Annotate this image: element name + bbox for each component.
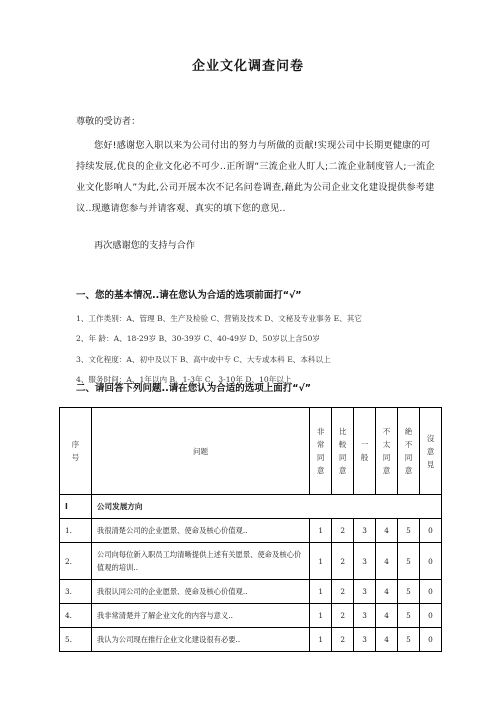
row-question: 公司向每位新入职员工均清晰提供上述有关愿景、使命及核心价值观的培训..: [91, 543, 309, 580]
score-option[interactable]: 4: [376, 604, 398, 628]
score-option[interactable]: 5: [398, 628, 420, 652]
score-option[interactable]: 4: [376, 580, 398, 604]
score-option[interactable]: 5: [398, 543, 420, 580]
row-question: 我非常清楚并了解企业文化的内容与意义..: [91, 604, 309, 628]
info-line-age: 2、年 龄：A、18-29岁 B、30-39岁 C、40-49岁 D、50岁以上含50岁: [76, 334, 320, 343]
header-neutral: 一般: [354, 408, 376, 495]
score-option[interactable]: 2: [332, 519, 354, 543]
row-number: 3.: [60, 580, 92, 604]
table-row: [60, 580, 442, 604]
score-option[interactable]: 5: [398, 519, 420, 543]
score-option[interactable]: 4: [376, 519, 398, 543]
header-strongly-disagree: 絶不同意: [398, 408, 420, 495]
score-option[interactable]: 0: [419, 628, 441, 652]
table-row: [60, 543, 442, 580]
row-number: 2.: [60, 543, 92, 580]
score-option[interactable]: 3: [354, 519, 376, 543]
score-option[interactable]: 1: [310, 543, 332, 580]
table-row: [60, 519, 442, 543]
intro-paragraph: 您好!感谢您入职以来为公司付出的努力与所做的贡献!实现公司中长期更健康的可持续发展,优良的企业文化必不可少..正所谓“三流企业人盯人;二流企业制度管人;一流企业文化影响人”为此,公司开展本次不记名问卷调查,藉此为公司企业文化建设提供参考建议..现邀请您参与并请客观、真实的填下您的意见..: [76, 140, 435, 214]
section-title: 公司发展方向: [91, 495, 441, 519]
section-row: [60, 495, 442, 519]
score-option[interactable]: 1: [310, 519, 332, 543]
info-line-service: 4、服务时间：A、1年以内 B、1-3年 C、3-10年 D、10年以上: [76, 375, 292, 384]
document-title: 企业文化调查问卷: [191, 59, 304, 74]
row-question: 我认为公司现在推行企业文化建设很有必要..: [91, 628, 309, 652]
header-question: 问题: [91, 408, 309, 495]
score-option[interactable]: 1: [310, 628, 332, 652]
section-number: I: [60, 495, 92, 519]
score-option[interactable]: 3: [354, 543, 376, 580]
score-option[interactable]: 3: [354, 604, 376, 628]
score-option[interactable]: 1: [310, 580, 332, 604]
section2-heading: 二、请回答下列问题..请在您认为合适的选项上面打“√”: [76, 383, 312, 394]
score-option[interactable]: 2: [332, 543, 354, 580]
thanks-line: 再次感谢您的支持与合作: [94, 240, 196, 251]
score-option[interactable]: 2: [332, 580, 354, 604]
score-option[interactable]: 3: [354, 628, 376, 652]
score-option[interactable]: 2: [332, 628, 354, 652]
header-disagree: 不太同意: [376, 408, 398, 495]
info-line-job: 1、工作类别：A、管理 B、生产及检验 C、营销及技术 D、文秘及专业事务 E、其它: [76, 314, 362, 323]
score-option[interactable]: 0: [419, 519, 441, 543]
header-no-opinion: 沒意見: [419, 408, 441, 495]
survey-table: [59, 407, 442, 652]
row-question: 我很清楚公司的企业愿景、使命及核心价值观..: [91, 519, 309, 543]
score-option[interactable]: 1: [310, 604, 332, 628]
score-option[interactable]: 0: [419, 543, 441, 580]
score-option[interactable]: 4: [376, 628, 398, 652]
score-option[interactable]: 2: [332, 604, 354, 628]
info-line-education: 3、文化程度：A、初中及以下 B、高中或中专 C、大专或本科 E、本科以上: [76, 355, 331, 364]
score-option[interactable]: 3: [354, 580, 376, 604]
score-option[interactable]: 5: [398, 580, 420, 604]
table-row: [60, 604, 442, 628]
score-option[interactable]: 5: [398, 604, 420, 628]
row-number: 4.: [60, 604, 92, 628]
header-strongly-agree: 非常同意: [310, 408, 332, 495]
section1-heading: 一、您的基本情况..请在您认为合适的选项前面打“√”: [76, 290, 302, 301]
row-question: 我很认同公司的企业愿景、使命及核心价值观..: [91, 580, 309, 604]
table-header-row: [60, 408, 442, 495]
header-agree: 比較同意: [332, 408, 354, 495]
score-option[interactable]: 0: [419, 580, 441, 604]
header-no: 序号: [60, 408, 92, 495]
score-option[interactable]: 4: [376, 543, 398, 580]
row-number: 5.: [60, 628, 92, 652]
table-row: [60, 628, 442, 652]
greeting: 尊敬的受访者：: [76, 116, 141, 127]
score-option[interactable]: 0: [419, 604, 441, 628]
row-number: 1.: [60, 519, 92, 543]
